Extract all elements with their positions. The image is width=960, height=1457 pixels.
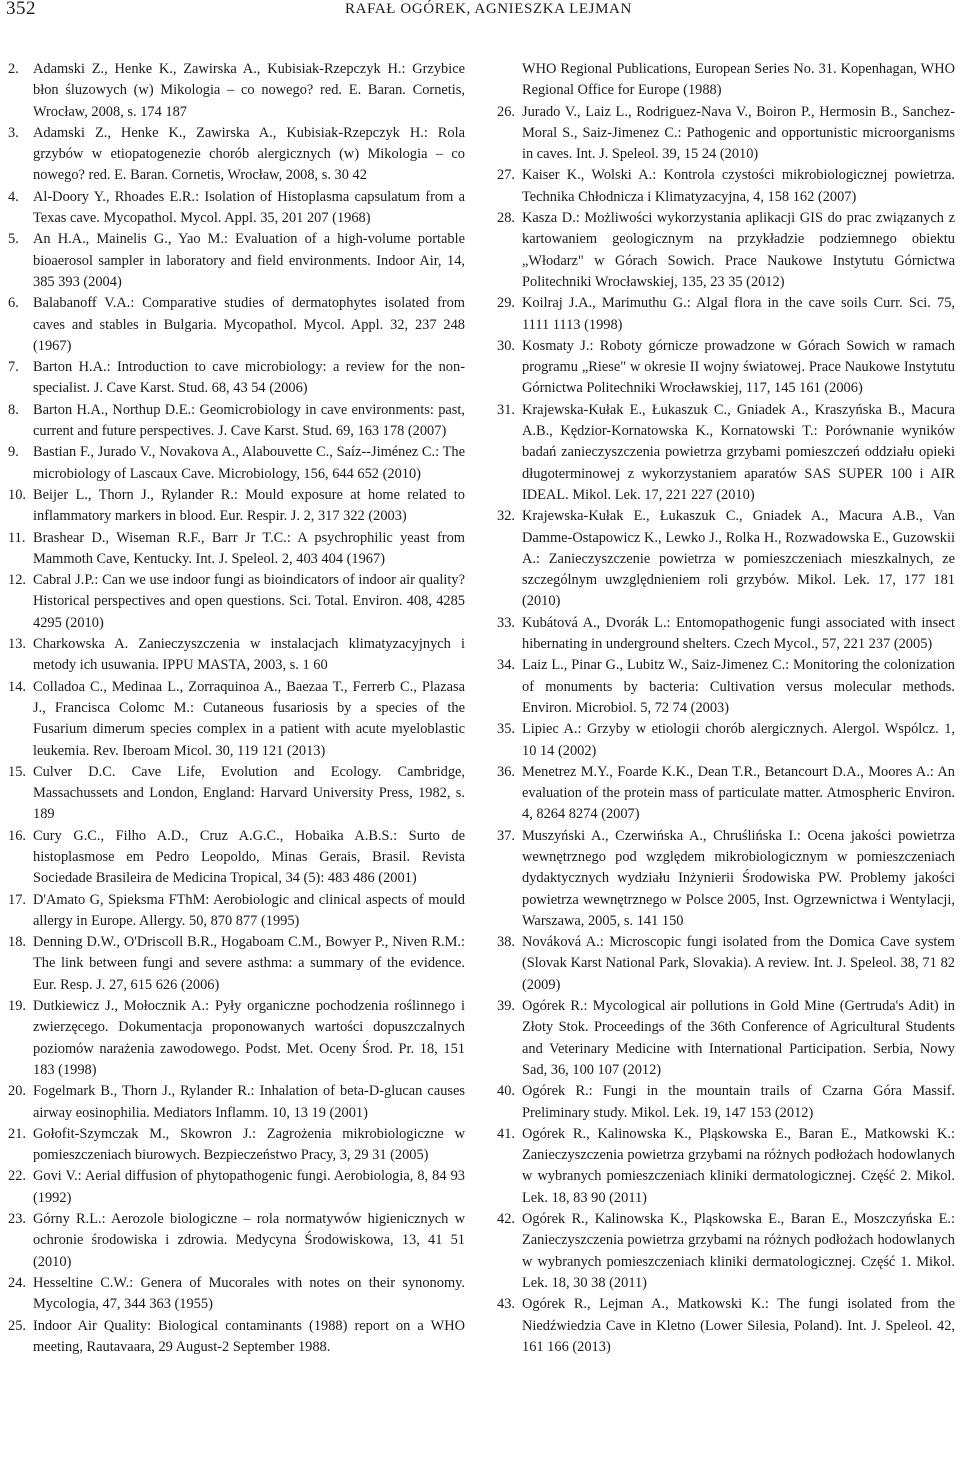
reference-text: Denning D.W., O'Driscoll B.R., Hogaboam C.M., Bowyer P., Niven R.M.: The link between fungi and severe asthma: a summary of the evidence. Eur. Resp. J. 27, 615 626 (2006) [33,934,465,993]
reference-number: 15. [8,763,26,780]
reference-text: Hesseltine C.W.: Genera of Mucorales with notes on their synonomy. Mycologia, 47, 344 363 (1955) [33,1274,465,1313]
reference-text: Ogórek R., Kalinowska K., Pląskowska E., Baran E., Matkowski K.: Zanieczyszczenia powietrza grzybami na różnych podłożach hodowlanych w wybranych pomieszczeniach kliniki dermatologicznej. Część 2. Mikol. Lek. 18, 83 90 (2011) [522,1125,955,1206]
reference-number: 7. [8,359,19,376]
reference-text: Nováková A.: Microscopic fungi isolated from the Domica Cave system (Slovak Karst National Park, Slovakia). A review. Int. J. Speleol. 38, 71 82 (2009) [522,934,955,993]
reference-item [8,229,465,293]
reference-number: 5. [8,231,19,248]
reference-number: 37. [497,827,515,844]
reference-text: Balabanoff V.A.: Comparative studies of dermatophytes isolated from caves and stables in Bulgaria. Mycopathol. Mycol. Appl. 32, 237 248 (1967) [33,295,465,354]
reference-number: 20. [8,1083,26,1100]
reference-number: 36. [497,763,515,780]
reference-text: Kubátová A., Dvorák L.: Entomopathogenic fungi associated with insect hibernating in underground shelters. Czech Mycol., 57, 221 237 (2005) [522,614,955,653]
reference-item [8,442,465,485]
reference-text: WHO Regional Publications, European Series No. 31. Kopenhagan, WHO Regional Office for Europe (1988) [522,61,955,99]
reference-text: Govi V.: Aerial diffusion of phytopathogenic fungi. Aerobiologia, 8, 84 93 (1992) [33,1168,465,1206]
reference-number: 42. [497,1211,515,1228]
reference-item [8,1166,465,1209]
reference-text: Culver D.C. Cave Life, Evolution and Ecology. Cambridge, Massachussets and London, England: Harvard University Press, 1982, s. 189 [33,763,465,823]
reference-number: 38. [497,934,515,951]
reference-number: 17. [8,891,26,908]
reference-number: 10. [8,486,26,503]
reference-text: Laiz L., Pinar G., Lubitz W., Saiz-Jimenez C.: Monitoring the colonization of monuments by bacteria: Cultivation versus molecular methods. Environ. Microbiol. 5, 72 74 (2003) [522,657,955,716]
reference-number: 11. [8,529,26,546]
reference-item [8,59,465,123]
reference-number: 23. [8,1211,26,1228]
reference-text: Lipiec A.: Grzyby w etiologii chorób alergicznych. Alergol. Wspólcz. 1, 10 14 (2002) [522,721,955,759]
reference-text: Górny R.L.: Aerozole biologiczne – rola normatywów higienicznych w ochronie środowiska i zdrowia. Medycyna Środowiskowa, 13, 41 51 (2010) [33,1211,465,1270]
reference-item [8,1081,465,1124]
reference-text: Adamski Z., Henke K., Zawirska A., Kubisiak-Rzepczyk H.: Grzybice błon śluzowych (w) Mikologia – co nowego? red. E. Baran. Cornetis, Wrocław, 2008, s. 174 187 [33,61,465,120]
reference-text: Dutkiewicz J., Mołocznik A.: Pyły organiczne pochodzenia roślinnego i zwierzęcego. Dokumentacja proponowanych wartości dopuszczalnych poziomów narażenia zawodowego. Podst. Met. Oceny Środ. Pr. 18, 151 183 (1998) [33,998,465,1078]
reference-number: 3. [8,124,19,141]
reference-number: 18. [8,934,26,951]
reference-number: 31. [497,401,515,418]
page-header [0,0,960,30]
reference-number: 25. [8,1317,26,1334]
reference-text: Charkowska A. Zanieczyszczenia w instalacjach klimatyzacyjnych i metody ich usuwania. IPPU MASTA, 2003, s. 1 60 [33,636,465,674]
reference-text: Brashear D., Wiseman R.F., Barr Jr T.C.: A psychrophilic yeast from Mammoth Cave, Kentucky. Int. J. Speleol. 2, 403 404 (1967) [33,529,465,567]
reference-text: Bastian F., Jurado V., Novakova A., Alabouvette C., Saíz--Jiménez C.: The microbiology of Lascaux Cave. Microbiology, 156, 644 652 (2010) [33,444,465,482]
reference-text: Kosmaty J.: Roboty górnicze prowadzone w Górach Sowich w ramach programu „Riese" w okresie II wojny światowej. Prace Naukowe Instytutu Górnictwa Politechniki Wrocławskiej, 117, 145 161 (2006) [522,337,955,397]
reference-text: Jurado V., Laiz L., Rodriguez-Nava V., Boiron P., Hermosin B., Sanchez-Moral S., Saiz-Jimenez C.: Pathogenic and opportunistic microorganisms in caves. Int. J. Speleol. 39, 15 24 (2010) [522,103,955,163]
reference-number: 6. [8,295,19,312]
reference-item [8,187,465,230]
reference-number: 26. [497,103,515,120]
reference-number: 32. [497,508,515,525]
reference-item [497,655,955,719]
reference-item [497,208,955,293]
reference-item [497,165,955,208]
reference-number: 13. [8,636,26,653]
reference-text: Ogórek R.: Fungi in the mountain trails of Czarna Góra Massif. Preliminary study. Mikol. Lek. 19, 147 153 (2012) [522,1083,955,1121]
reference-item [497,932,955,996]
reference-text: Ogórek R.: Mycological air pollutions in Gold Mine (Gertruda's Adit) in Złoty Stok. Proceedings of the 36th Conference of Agricultural Students and Veterinary Medicine with International Participation. Serbia, Nowy Sad, 36, 100 107 (2012) [522,998,955,1078]
reference-text: Cury G.C., Filho A.D., Cruz A.G.C., Hobaika A.B.S.: Surto de histoplasmose em Pedro Leopoldo, Minas Gerais, Brasil. Revista Sociedade Brasileira de Medicina Tropical, 34 (5): 483 486 (2001) [33,827,465,887]
reference-number: 35. [497,721,515,738]
reference-text: An H.A., Mainelis G., Yao M.: Evaluation of a high-volume portable bioaerosol sampler in laboratory and field environments. Indoor Air, 14, 385 393 (2004) [33,231,465,290]
references-left-column [8,59,465,1358]
reference-number: 29. [497,295,515,312]
reference-number: 19. [8,998,26,1015]
reference-item [497,102,955,166]
reference-item [497,826,955,932]
reference-number: 24. [8,1274,26,1291]
reference-item [8,890,465,933]
reference-item [8,996,465,1081]
reference-item [497,506,955,612]
reference-item [8,677,465,762]
reference-item [497,762,955,826]
reference-item [497,996,955,1081]
reference-item [8,528,465,571]
reference-text: Beijer L., Thorn J., Rylander R.: Mould exposure at home related to inflammatory markers in blood. Eur. Respir. J. 2, 317 322 (2003) [33,486,465,525]
reference-text: Ogórek R., Kalinowska K., Pląskowska E., Baran E., Moszczyńska E.: Zanieczyszczenia powietrza grzybami na różnych podłożach hodowlanych w wybranych pomieszczeniach kliniki dermatologicznej. Część 1. Mikol. Lek. 18, 30 38 (2011) [522,1211,955,1291]
reference-item [497,1209,955,1294]
reference-item [8,1273,465,1316]
reference-number: 2. [8,61,19,77]
reference-item [8,1316,465,1359]
reference-item [8,826,465,890]
reference-number: 28. [497,210,515,227]
reference-number: 33. [497,614,515,631]
reference-text: Kaiser K., Wolski A.: Kontrola czystości mikrobiologicznej powietrza. Technika Chłodnicza i Klimatyzacyjna, 4, 158 162 (2007) [522,167,955,205]
reference-item [497,1124,955,1209]
reference-item [8,932,465,996]
reference-number: 22. [8,1168,26,1185]
reference-item [8,357,465,400]
reference-number: 9. [8,444,19,461]
reference-item [497,293,955,336]
reference-number: 30. [497,337,515,354]
reference-text: Gołofit-Szymczak M., Skowron J.: Zagrożenia mikrobiologiczne w pomieszczeniach biurowych. Bezpieczeństwo Pracy, 3, 29 31 (2005) [33,1125,465,1164]
reference-item [497,1294,955,1358]
reference-text: Barton H.A.: Introduction to cave microbiology: a review for the non-specialist. J. Cave Karst. Stud. 68, 43 54 (2006) [33,359,465,397]
reference-text: Al-Doory Y., Rhoades E.R.: Isolation of Histoplasma capsulatum from a Texas cave. Mycopathol. Mycol. Appl. 35, 201 207 (1968) [33,188,465,227]
reference-text: Cabral J.P.: Can we use indoor fungi as bioindicators of indoor air quality? Historical perspectives and open questions. Sci. Total. Environ. 408, 4285 4295 (2010) [33,572,465,631]
references-right-column [497,59,955,1358]
running-head: RAFAŁ OGÓREK, AGNIESZKA LEJMAN [345,1,632,17]
reference-item [497,1081,955,1124]
reference-number: 43. [497,1296,515,1313]
reference-text: Fogelmark B., Thorn J., Rylander R.: Inhalation of beta-D-glucan causes airway eosinophilia. Mediators Inflamm. 10, 13 19 (2001) [33,1083,465,1121]
reference-item [8,634,465,677]
reference-text: Colladoa C., Medinaa L., Zorraquinoa A., Baezaa T., Ferrerb C., Plazasa J., Francisca Colomc M.: Cutaneous fusariosis by a species of the Fusarium dimerum species complex in a patient with acute myeloblastic leukemia. Rev. Iberoam Micol. 30, 119 121 (2013) [33,678,465,759]
reference-text: Menetrez M.Y., Foarde K.K., Dean T.R., Betancourt D.A., Moores A.: An evaluation of the protein mass of particulate matter. Atmospheric Environ. 4, 8264 8274 (2007) [522,763,955,823]
reference-text: Adamski Z., Henke K., Zawirska A., Kubisiak-Rzepczyk H.: Rola grzybów w etiopatogenezie chorób alergicznych (w) Mikologia – co nowego? red. E. Baran. Cornetis, Wrocław, 2008, s. 30 42 [33,124,465,184]
reference-item [8,293,465,357]
reference-text: Kasza D.: Możliwości wykorzystania aplikacji GIS do prac związanych z kartowaniem geologicznym na przykładzie podziemnego obiektu „Włodarz" w Górach Sowich. Prace Naukowe Instytutu Górnictwa Politechniki Wrocławskiej, 135, 23 35 (2012) [522,210,955,290]
reference-item [497,59,955,102]
reference-number: 27. [497,167,515,184]
reference-text: Krajewska-Kułak E., Łukaszuk C., Gniadek A., Macura A.B., Van Damme-Ostapowicz K., Lewko J., Rolka H., Rozwadowska E., Guzowskii A.: Zanieczyszczenie powietrza w pomieszczeniach mieszkalnych, ze szczególnym uwzględnieniem roli grzybów. Mikol. Lek. 17, 177 181 (2010) [522,508,955,610]
reference-number: 41. [497,1125,515,1142]
reference-text: Muszyński A., Czerwińska A., Chruślińska I.: Ocena jakości powietrza wewnętrznego pod względem mikrobiologicznym w pomieszczeniach dydaktycznych wydziału Inżynierii Środowiska PW. Problemy jakości powietrza wewnętrznego w Polsce 2005, Inst. Ogrzewnictwa i Wentylacji, Warszawa, 2005, s. 141 150 [522,827,955,929]
reference-item [497,719,955,762]
reference-item [497,613,955,656]
reference-item [8,1124,465,1167]
reference-number: 40. [497,1083,515,1100]
reference-text: Krajewska-Kułak E., Łukaszuk C., Gniadek A., Kraszyńska B., Macura A.B., Kędzior-Kornatowska K., Kornatowski T.: Porównanie wyników badań zanieczyszczenia powietrza grzybami pomieszczeń oddziału opieki długoterminowej z wykorzystaniem aparatów SAS SUPER 100 i AIR IDEAL. Mikol. Lek. 17, 221 227 (2010) [522,401,955,503]
reference-item [8,400,465,443]
reference-text: Barton H.A., Northup D.E.: Geomicrobiology in cave environments: past, current and future perspectives. J. Cave Karst. Stud. 69, 163 178 (2007) [33,401,465,440]
reference-item [8,570,465,634]
reference-item [8,1209,465,1273]
reference-number: 8. [8,401,19,418]
reference-item [497,400,955,506]
reference-item [497,336,955,400]
reference-number: 39. [497,998,515,1015]
page-number: 352 [6,0,36,19]
reference-number: 21. [8,1125,26,1142]
reference-item [8,123,465,187]
reference-text: D'Amato G, Spieksma FThM: Aerobiologic and clinical aspects of mould allergy in Europe. Allergy. 50, 870 877 (1995) [33,891,465,929]
reference-number: 12. [8,572,26,589]
reference-number: 34. [497,657,515,674]
reference-number: 14. [8,678,26,695]
reference-number: 4. [8,188,19,205]
reference-item [8,485,465,528]
reference-text: Koilraj J.A., Marimuthu G.: Algal flora in the cave soils Curr. Sci. 75, 1111 1113 (1998) [522,295,955,333]
reference-text: Indoor Air Quality: Biological contaminants (1988) report on a WHO meeting, Rautavaara, 29 August-2 September 1988. [33,1317,465,1355]
reference-item [8,762,465,826]
reference-text: Ogórek R., Lejman A., Matkowski K.: The fungi isolated from the Niedźwiedzia Cave in Kletno (Lower Silesia, Poland). Int. J. Speleol. 42, 161 166 (2013) [522,1296,955,1355]
reference-number: 16. [8,827,26,844]
